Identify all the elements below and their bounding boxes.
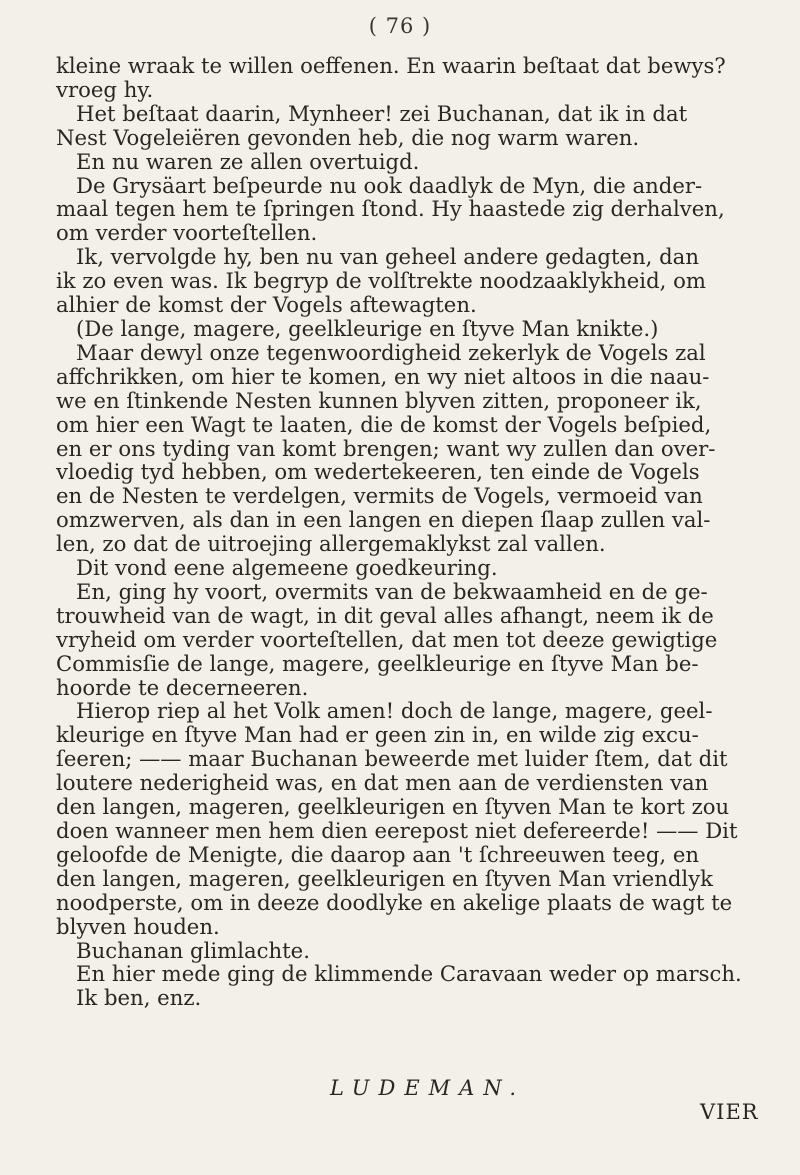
text-line: En nu waren ze allen overtuigd.: [76, 148, 420, 174]
text-line: vroeg hy.: [56, 76, 154, 102]
text-line: Hierop riep al het Volk amen! doch de lange, magere, geel-: [76, 698, 713, 724]
text-line: vryheid om verder voorteſtellen, dat men tot deeze gewigtige: [56, 626, 718, 652]
page-number-header: ( 76 ): [368, 14, 432, 38]
text-line: geloofde de Menigte, die daarop aan 't ſchreeuwen teeg, en: [56, 841, 700, 867]
text-line: Ik ben, enz.: [76, 985, 202, 1011]
text-line: Dit vond eene algemeene goedkeuring.: [76, 555, 498, 581]
text-line: kleine wraak te willen oeffenen. En waarin beſtaat dat bewys?: [56, 53, 726, 78]
text-line: noodperste, om in deeze doodlyke en akelige plaats de wagt te: [56, 889, 733, 915]
body-text: [56, 54, 776, 1010]
text-line: den langen, mageren, geelkleurigen en ſtyven Man te kort zou: [56, 794, 730, 820]
signature: LUDEMAN.: [330, 1076, 526, 1100]
text-line: kleurige en ſtyve Man had er geen zin in, en wilde zig excu-: [56, 722, 699, 748]
text-line: doen wanneer men hem dien eerepost niet defereerde! —— Dit: [56, 818, 738, 843]
text-line: hoorde te decerneeren.: [56, 674, 309, 700]
text-line: Nest Vogeleiëren gevonden heb, die nog warm waren.: [56, 124, 640, 150]
text-line: Maar dewyl onze tegenwoordigheid zekerlyk de Vogels zal: [76, 339, 706, 365]
text-line: trouwheid van de wagt, in dit geval alles afhangt, neem ik de: [56, 602, 714, 628]
text-line: loutere nederigheid was, en dat men aan de verdiensten van: [56, 770, 709, 796]
text-line: omzwerven, als dan in een langen en diepen ſlaap zullen val-: [56, 507, 711, 533]
text-line: Het beſtaat daarin, Mynheer! zei Buchanan, dat ik in dat: [76, 100, 688, 126]
text-line: blyven houden.: [56, 913, 220, 939]
text-line: ſeeren; —— maar Buchanan beweerde met luider ſtem, dat dit: [56, 746, 728, 772]
text-line: om verder voorteſtellen.: [56, 220, 318, 246]
text-line: Buchanan glimlachte.: [76, 937, 310, 963]
text-line: len, zo dat de uitroejing allergemaklykst zal vallen.: [56, 531, 606, 557]
text-line: affchrikken, om hier te komen, en wy niet altoos in die naau-: [56, 363, 710, 389]
text-line: Commisſie de lange, magere, geelkleurige en ſtyve Man be-: [56, 650, 699, 676]
text-line: vloedig tyd hebben, om wedertekeeren, ten einde de Vogels: [56, 459, 700, 485]
text-line: (De lange, magere, geelkleurige en ſtyve Man knikte.): [76, 315, 659, 341]
text-line: ik zo even was. Ik begryp de volſtrekte noodzaaklykheid, om: [56, 268, 706, 294]
text-line: om hier een Wagt te laaten, die de komst der Vogels beſpied,: [56, 411, 712, 437]
text-line: En hier mede ging de klimmende Caravaan weder op marsch.: [76, 961, 742, 987]
text-line: maal tegen hem te ſpringen ſtond. Hy haastede zig derhalven,: [56, 196, 725, 222]
text-line: we en ſtinkende Nesten kunnen blyven zitten, proponeer ik,: [56, 387, 702, 413]
text-line: Ik, vervolgde hy, ben nu van geheel andere gedagten, dan: [76, 244, 699, 270]
text-line: alhier de komst der Vogels aftewagten.: [56, 292, 477, 318]
text-line: En, ging hy voort, overmits van de bekwaamheid en de ge-: [76, 578, 708, 604]
text-line: en er ons tyding van komt brengen; want wy zullen dan over-: [56, 435, 716, 461]
text-line: en de Nesten te verdelgen, vermits de Vogels, vermoeid van: [56, 483, 703, 509]
catchword: VIER: [700, 1100, 759, 1124]
text-line: De Grysäart beſpeurde nu ook daadlyk de Myn, die ander-: [76, 172, 703, 198]
text-line: den langen, mageren, geelkleurigen en ſtyven Man vriendlyk: [56, 865, 714, 891]
